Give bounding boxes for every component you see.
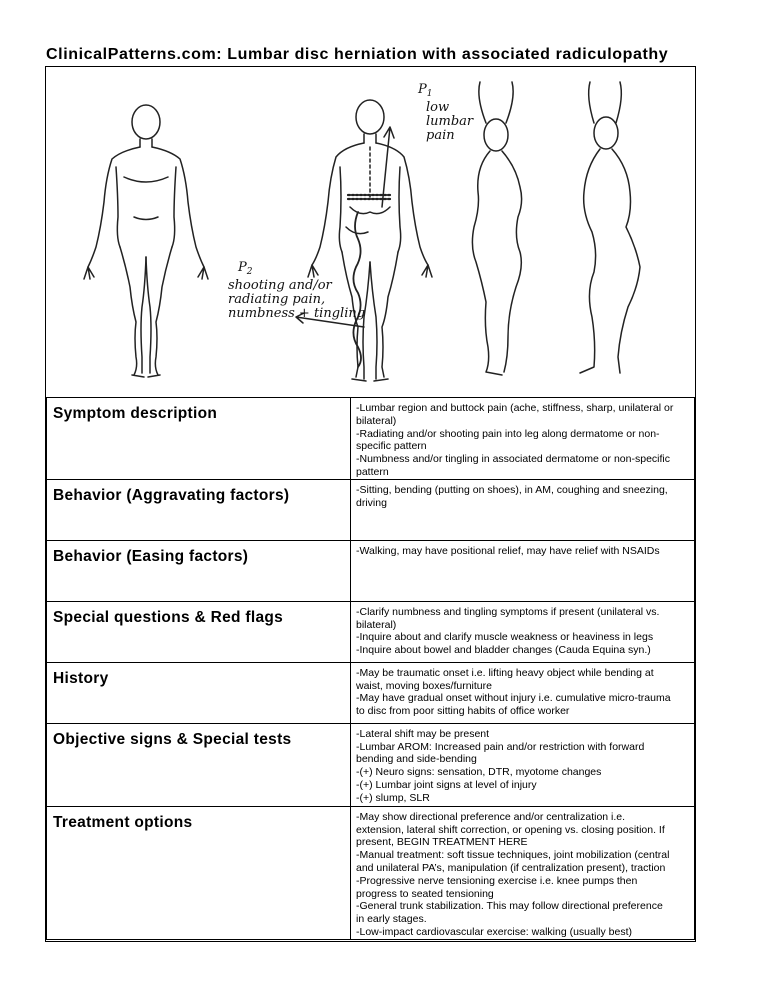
front-view-figure — [84, 105, 208, 377]
body-chart-figure — [46, 67, 695, 397]
table-row — [47, 398, 695, 480]
row-label: History — [47, 662, 351, 723]
side-view-figure-right — [580, 82, 640, 373]
row-value: -Walking, may have positional relief, may have relief with NSAIDs — [351, 540, 695, 601]
annotation-p2: $P_2$ shooting and/or radiating pain, numbness + tingling — [228, 260, 366, 321]
content-frame — [45, 66, 696, 942]
body-chart-drawing — [46, 67, 695, 397]
row-value: -Lateral shift may be present -Lumbar AROM: Increased pain and/or restriction with forward bending and side-bending -(+) Neuro signs: sensation, DTR, myotome changes -(+) Lumbar joint signs at level of injury -(+) slump, SLR — [351, 723, 695, 806]
clinical-pattern-table — [46, 397, 695, 940]
table-row — [47, 479, 695, 540]
row-label: Treatment options — [47, 806, 351, 939]
table-row — [47, 806, 695, 939]
side-view-figure-left — [472, 82, 521, 375]
table-row — [47, 601, 695, 662]
row-label: Behavior (Aggravating factors) — [47, 479, 351, 540]
table-row — [47, 723, 695, 806]
table-row — [47, 662, 695, 723]
row-value: -Sitting, bending (putting on shoes), in AM, coughing and sneezing, driving — [351, 479, 695, 540]
page-title: ClinicalPatterns.com: Lumbar disc herniation with associated radiculopathy — [46, 46, 669, 63]
row-value: -Clarify numbness and tingling symptoms if present (unilateral vs. bilateral) -Inquire about and clarify muscle weakness or heaviness in legs -Inquire about bowel and bladder changes (Cauda Equina syn.) — [351, 601, 695, 662]
row-value: -Lumbar region and buttock pain (ache, stiffness, sharp, unilateral or bilateral) -Radiating and/or shooting pain into leg along dermatome or non- specific pattern -Numbness and/or tingling in associated dermatome or non-specific pattern — [351, 398, 695, 480]
table-row — [47, 540, 695, 601]
row-value: -May show directional preference and/or centralization i.e. extension, lateral shift correction, or opening vs. closing position. If present, BEGIN TREATMENT HERE -Manual treatment: soft tissue techniques, joint mobilization (central and unilateral PA’s, manipulation (if centralization present), traction -Progressive nerve tensioning exercise i.e. knee pumps then progress to seated tensioning -General trunk stabilization. This may follow directional preference in early stages. -Low-impact cardiovascular exercise: walking (usually best) — [351, 806, 695, 939]
back-view-figure — [296, 100, 432, 381]
row-label: Behavior (Easing factors) — [47, 540, 351, 601]
row-label: Symptom description — [47, 398, 351, 480]
annotation-p1: $P_1$ low lumbar pain — [418, 82, 474, 143]
row-label: Objective signs & Special tests — [47, 723, 351, 806]
row-value: -May be traumatic onset i.e. lifting heavy object while bending at waist, moving boxes/furniture -May have gradual onset without injury i.e. cumulative micro-trauma to disc from poor sitting habits of office worker — [351, 662, 695, 723]
row-label: Special questions & Red flags — [47, 601, 351, 662]
